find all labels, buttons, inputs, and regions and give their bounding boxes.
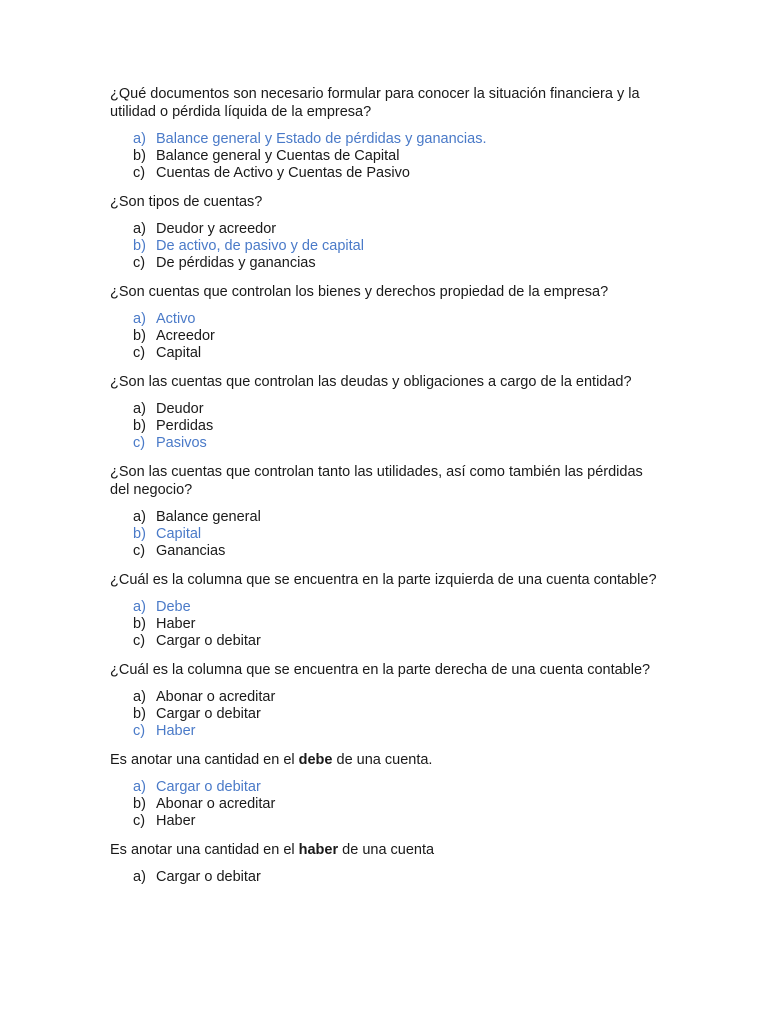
question-text xyxy=(110,661,660,679)
question-text xyxy=(110,283,660,301)
option-text: Debe xyxy=(156,599,191,615)
answer-option xyxy=(110,328,660,345)
quiz-content xyxy=(110,85,660,897)
option-text: De activo, de pasivo y de capital xyxy=(156,238,364,254)
options-list xyxy=(110,311,660,362)
option-letter: b) xyxy=(133,418,146,434)
answer-option xyxy=(110,633,660,650)
answer-option xyxy=(110,869,660,886)
question-text xyxy=(110,85,660,121)
options-list xyxy=(110,509,660,560)
option-letter: b) xyxy=(133,328,146,344)
option-letter: a) xyxy=(133,599,146,615)
answer-option xyxy=(110,616,660,633)
option-text: Cargar o debitar xyxy=(156,869,261,885)
options-list xyxy=(110,221,660,272)
option-text: Cargar o debitar xyxy=(156,779,261,795)
answer-option xyxy=(110,813,660,830)
option-text: Balance general xyxy=(156,509,261,525)
options-list xyxy=(110,131,660,182)
question-text-part: ¿Son cuentas que controlan los bienes y derechos propiedad de la empresa? xyxy=(110,284,609,300)
answer-option-correct xyxy=(110,238,660,255)
option-letter: b) xyxy=(133,796,146,812)
option-letter: c) xyxy=(133,543,146,559)
answer-option xyxy=(110,165,660,182)
question-text-part: Es anotar una cantidad en el xyxy=(110,842,299,858)
question-bold-term: debe xyxy=(298,752,333,768)
option-text: Activo xyxy=(156,311,196,327)
option-text: Haber xyxy=(156,813,196,829)
option-letter: b) xyxy=(133,526,146,542)
option-text: Haber xyxy=(156,723,196,739)
option-letter: b) xyxy=(133,238,146,254)
question-text-part: ¿Son las cuentas que controlan las deudas y obligaciones a cargo de la entidad? xyxy=(110,374,632,390)
question-text-part: ¿Cuál es la columna que se encuentra en la parte derecha de una cuenta contable? xyxy=(110,662,651,678)
option-text: Balance general y Cuentas de Capital xyxy=(156,148,400,164)
option-letter: c) xyxy=(133,813,146,829)
option-letter: b) xyxy=(133,616,146,632)
option-letter: c) xyxy=(133,723,146,739)
option-letter: a) xyxy=(133,869,146,885)
option-text: De pérdidas y ganancias xyxy=(156,255,316,271)
options-list xyxy=(110,401,660,452)
option-letter: a) xyxy=(133,221,146,237)
answer-option-correct xyxy=(110,779,660,796)
answer-option xyxy=(110,706,660,723)
answer-option-correct xyxy=(110,723,660,740)
question-text-part: ¿Cuál es la columna que se encuentra en la parte izquierda de una cuenta contable? xyxy=(110,572,657,588)
answer-option xyxy=(110,148,660,165)
answer-option xyxy=(110,543,660,560)
option-text: Ganancias xyxy=(156,543,226,559)
question-text xyxy=(110,841,660,859)
answer-option-correct xyxy=(110,131,660,148)
option-text: Pasivos xyxy=(156,435,207,451)
question-text-part: Es anotar una cantidad en el xyxy=(110,752,299,768)
option-text: Abonar o acreditar xyxy=(156,689,276,705)
option-letter: c) xyxy=(133,345,146,361)
option-letter: a) xyxy=(133,689,146,705)
answer-option xyxy=(110,418,660,435)
option-text: Deudor xyxy=(156,401,204,417)
option-letter: c) xyxy=(133,633,146,649)
question-bold-term: haber xyxy=(298,842,339,858)
option-letter: a) xyxy=(133,779,146,795)
options-list xyxy=(110,689,660,740)
option-letter: c) xyxy=(133,435,146,451)
option-letter: c) xyxy=(133,165,146,181)
answer-option xyxy=(110,509,660,526)
answer-option-correct xyxy=(110,526,660,543)
option-text: Perdidas xyxy=(156,418,214,434)
options-list xyxy=(110,599,660,650)
question-text xyxy=(110,463,660,499)
option-text: Acreedor xyxy=(156,328,215,344)
options-list xyxy=(110,779,660,830)
answer-option xyxy=(110,401,660,418)
option-letter: a) xyxy=(133,401,146,417)
answer-option-correct xyxy=(110,435,660,452)
option-letter: c) xyxy=(133,255,146,271)
answer-option xyxy=(110,221,660,238)
question-text xyxy=(110,373,660,391)
answer-option xyxy=(110,689,660,706)
question-text xyxy=(110,751,660,769)
question-text-part: de una cuenta xyxy=(338,842,435,858)
option-text: Balance general y Estado de pérdidas y ganancias. xyxy=(156,131,487,147)
question-text-part: de una cuenta. xyxy=(332,752,433,768)
question-text-part: ¿Son tipos de cuentas? xyxy=(110,194,263,210)
option-text: Haber xyxy=(156,616,196,632)
option-letter: a) xyxy=(133,131,146,147)
option-text: Capital xyxy=(156,526,202,542)
option-text: Cargar o debitar xyxy=(156,633,261,649)
option-text: Deudor y acreedor xyxy=(156,221,277,237)
question-text xyxy=(110,193,660,211)
option-letter: a) xyxy=(133,311,146,327)
options-list xyxy=(110,869,660,886)
option-letter: b) xyxy=(133,148,146,164)
answer-option-correct xyxy=(110,599,660,616)
option-text: Cargar o debitar xyxy=(156,706,261,722)
answer-option-correct xyxy=(110,311,660,328)
option-text: Capital xyxy=(156,345,202,361)
option-text: Cuentas de Activo y Cuentas de Pasivo xyxy=(156,165,410,181)
option-letter: b) xyxy=(133,706,146,722)
option-letter: a) xyxy=(133,509,146,525)
answer-option xyxy=(110,255,660,272)
answer-option xyxy=(110,796,660,813)
answer-option xyxy=(110,345,660,362)
question-text-part: ¿Son las cuentas que controlan tanto las utilidades, así como también las pérdidas del negocio? xyxy=(110,464,643,498)
question-text-part: ¿Qué documentos son necesario formular para conocer la situación financiera y la utilidad o pérdida líquida de la empresa? xyxy=(110,86,640,120)
option-text: Abonar o acreditar xyxy=(156,796,276,812)
question-text xyxy=(110,571,660,589)
